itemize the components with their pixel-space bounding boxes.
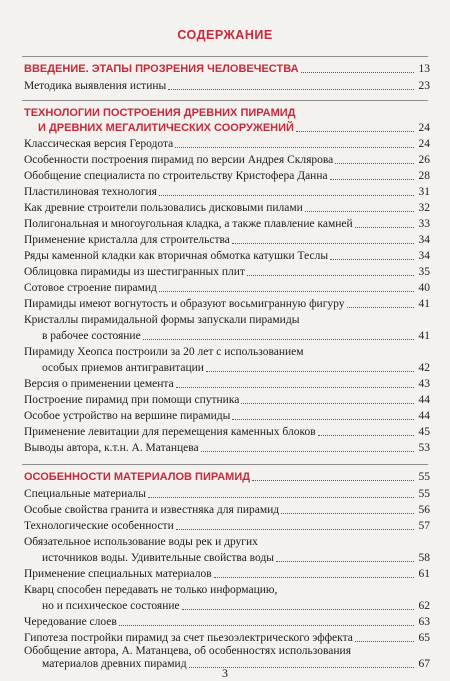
dot-leader [148, 497, 414, 498]
dot-leader [318, 435, 414, 436]
entry-page: 35 [418, 266, 430, 278]
toc-entry[interactable] [24, 503, 430, 517]
section-divider [22, 464, 428, 465]
entry-title: Сотовое строение пирамид [24, 282, 157, 294]
toc-section-row[interactable] [24, 121, 430, 135]
toc-entry[interactable] [24, 441, 430, 455]
entry-title-line1: Кварц способен передавать не только информацию, [24, 584, 278, 596]
entry-title: Применение кристалла для строительства [24, 234, 230, 246]
toc-entry[interactable] [24, 393, 430, 407]
entry-title-line2: но и психическое состояние [42, 600, 180, 612]
dot-leader [252, 480, 414, 481]
dot-leader [247, 275, 414, 276]
entry-page: 43 [418, 378, 430, 390]
dot-leader [281, 513, 414, 514]
dot-leader [347, 307, 414, 308]
entry-title: Чередование слоев [24, 616, 117, 628]
entry-page: 55 [418, 488, 430, 500]
toc-entry[interactable] [24, 615, 430, 629]
entry-title: Особенности построения пирамид по версии Андрея Склярова [24, 154, 334, 166]
entry-title: Пластилиновая технология [24, 186, 157, 198]
entry-page: 56 [418, 504, 430, 516]
toc-entry[interactable] [24, 519, 430, 533]
dot-leader [241, 403, 414, 404]
dot-leader [301, 72, 414, 73]
toc-entry[interactable] [24, 137, 430, 151]
entry-title: Применение левитации для перемещения каменных блоков [24, 426, 316, 438]
section-title: ОСОБЕННОСТИ МАТЕРИАЛОВ ПИРАМИД [24, 471, 251, 483]
dot-leader [159, 195, 414, 196]
entry-page: 44 [418, 410, 430, 422]
entry-page: 26 [418, 154, 430, 166]
dot-leader [296, 131, 414, 132]
entry-page: 41 [418, 298, 430, 310]
entry-page: 28 [418, 170, 430, 182]
dot-leader [201, 451, 414, 452]
dot-leader [119, 625, 414, 626]
entry-title: Гипотеза постройки пирамид за счет пьезоэлектрического эффекта [24, 632, 353, 644]
entry-page: 42 [418, 362, 430, 374]
entry-page: 61 [418, 568, 430, 580]
entry-page: 40 [418, 282, 430, 294]
section-page: 24 [418, 122, 430, 134]
toc-entry[interactable] [24, 409, 430, 423]
dot-leader [330, 259, 414, 260]
toc-entry[interactable] [24, 185, 430, 199]
dot-leader [232, 243, 414, 244]
section-page: 13 [418, 63, 430, 75]
dot-leader [176, 529, 414, 530]
dot-leader [168, 89, 414, 90]
toc-entry[interactable] [24, 169, 430, 183]
toc-entry[interactable] [24, 153, 430, 167]
entry-title: Специальные материалы [24, 488, 146, 500]
entry-title-line2: источников воды. Удивительные свойства воды [42, 552, 275, 564]
dot-leader [176, 387, 414, 388]
dot-leader [335, 163, 414, 164]
toc-entry[interactable] [24, 281, 430, 295]
entry-page: 58 [418, 552, 430, 564]
toc-entry[interactable] [24, 425, 430, 439]
dot-leader [159, 291, 414, 292]
entry-title: Классическая версия Геродота [24, 138, 174, 150]
entry-page: 57 [418, 520, 430, 532]
toc-entry[interactable] [24, 631, 430, 645]
section-page: 55 [418, 471, 430, 483]
page-title: СОДЕРЖАНИЕ [177, 28, 273, 42]
entry-title-line1: Обязательное использование воды рек и других [24, 536, 258, 548]
dot-leader [276, 561, 414, 562]
toc-entry[interactable] [24, 265, 430, 279]
toc-entry[interactable] [24, 217, 430, 231]
toc-entry[interactable] [24, 79, 430, 93]
toc-entry[interactable] [24, 599, 430, 613]
toc-section-row[interactable] [24, 470, 430, 484]
entry-title: Технологические особенности [24, 520, 174, 532]
section-divider [22, 56, 428, 57]
entry-title-line1: Пирамиду Хеопса построили за 20 лет с использованием [24, 346, 304, 358]
entry-title-line1: Обобщение автора, А. Матанцева, об особенностях использования [24, 645, 351, 657]
dot-leader [305, 211, 414, 212]
dot-leader [206, 371, 414, 372]
entry-title-line2: в рабочее состояние [42, 330, 141, 342]
entry-page: 31 [418, 186, 430, 198]
entry-page: 34 [418, 234, 430, 246]
entry-title-line2: материалов древних пирамид [42, 658, 187, 670]
entry-title-line1: Кристаллы пирамидальной формы запускали пирамиды [24, 314, 300, 326]
dot-leader [143, 339, 414, 340]
entry-title: Методика выявления истины [24, 80, 167, 92]
entry-title: Как древние строители пользовались дисковыми пилами [24, 202, 303, 214]
dot-leader [175, 147, 414, 148]
entry-title: Обобщение специалиста по строительству Кристофера Данна [24, 170, 328, 182]
page-number: 3 [222, 666, 228, 680]
toc-section-row[interactable] [24, 62, 430, 76]
entry-page: 45 [418, 426, 430, 438]
toc-entry[interactable] [24, 551, 430, 565]
toc-entry[interactable] [24, 377, 430, 391]
entry-page: 53 [418, 442, 430, 454]
entry-title: Пирамиды имеют вогнутость и образуют восьмигранную фигуру [24, 298, 345, 310]
entry-title: Версия о применении цемента [24, 378, 174, 390]
dot-leader [232, 419, 414, 420]
entry-page: 34 [418, 250, 430, 262]
entry-page: 63 [418, 616, 430, 628]
toc-entry[interactable] [24, 361, 430, 375]
entry-page: 65 [418, 632, 430, 644]
section-title-line2: И ДРЕВНИХ МЕГАЛИТИЧЕСКИХ СООРУЖЕНИЙ [38, 122, 294, 134]
entry-page: 62 [418, 600, 430, 612]
toc-entry[interactable] [24, 567, 430, 581]
toc-entry[interactable] [24, 329, 430, 343]
entry-page: 24 [418, 138, 430, 150]
entry-title: Полигональная и многоугольная кладка, а также плавление камней [24, 218, 353, 230]
entry-title: Выводы автора, к.т.н. А. Матанцева [24, 442, 199, 454]
entry-title: Облицовка пирамиды из шестигранных плит [24, 266, 245, 278]
toc-entry[interactable] [24, 487, 430, 501]
toc-entry[interactable] [24, 249, 430, 263]
dot-leader [355, 641, 414, 642]
entry-page: 67 [418, 658, 430, 670]
dot-leader [182, 609, 414, 610]
entry-page: 32 [418, 202, 430, 214]
entry-page: 41 [418, 330, 430, 342]
section-title: ТЕХНОЛОГИИ ПОСТРОЕНИЯ ДРЕВНИХ ПИРАМИД [24, 107, 296, 119]
entry-title: Применение специальных материалов [24, 568, 212, 580]
dot-leader [330, 179, 414, 180]
entry-page: 44 [418, 394, 430, 406]
entry-title: Особое устройство на вершине пирамиды [24, 410, 231, 422]
entry-title: Построение пирамид при помощи спутника [24, 394, 240, 406]
section-title: ВВЕДЕНИЕ. ЭТАПЫ ПРОЗРЕНИЯ ЧЕЛОВЕЧЕСТВА [24, 63, 299, 75]
toc-entry[interactable] [24, 233, 430, 247]
toc-entry[interactable] [24, 297, 430, 311]
dot-leader [214, 577, 414, 578]
entry-title: Ряды каменной кладки как вторичная обмотка катушки Теслы [24, 250, 329, 262]
section-divider [22, 100, 428, 101]
entry-page: 33 [418, 218, 430, 230]
entry-title: Особые свойства гранита и известняка для пирамид [24, 504, 280, 516]
dot-leader [355, 227, 414, 228]
toc-entry[interactable] [24, 201, 430, 215]
entry-title-line2: особых приемов антигравитации [42, 362, 204, 374]
entry-page: 23 [418, 80, 430, 92]
